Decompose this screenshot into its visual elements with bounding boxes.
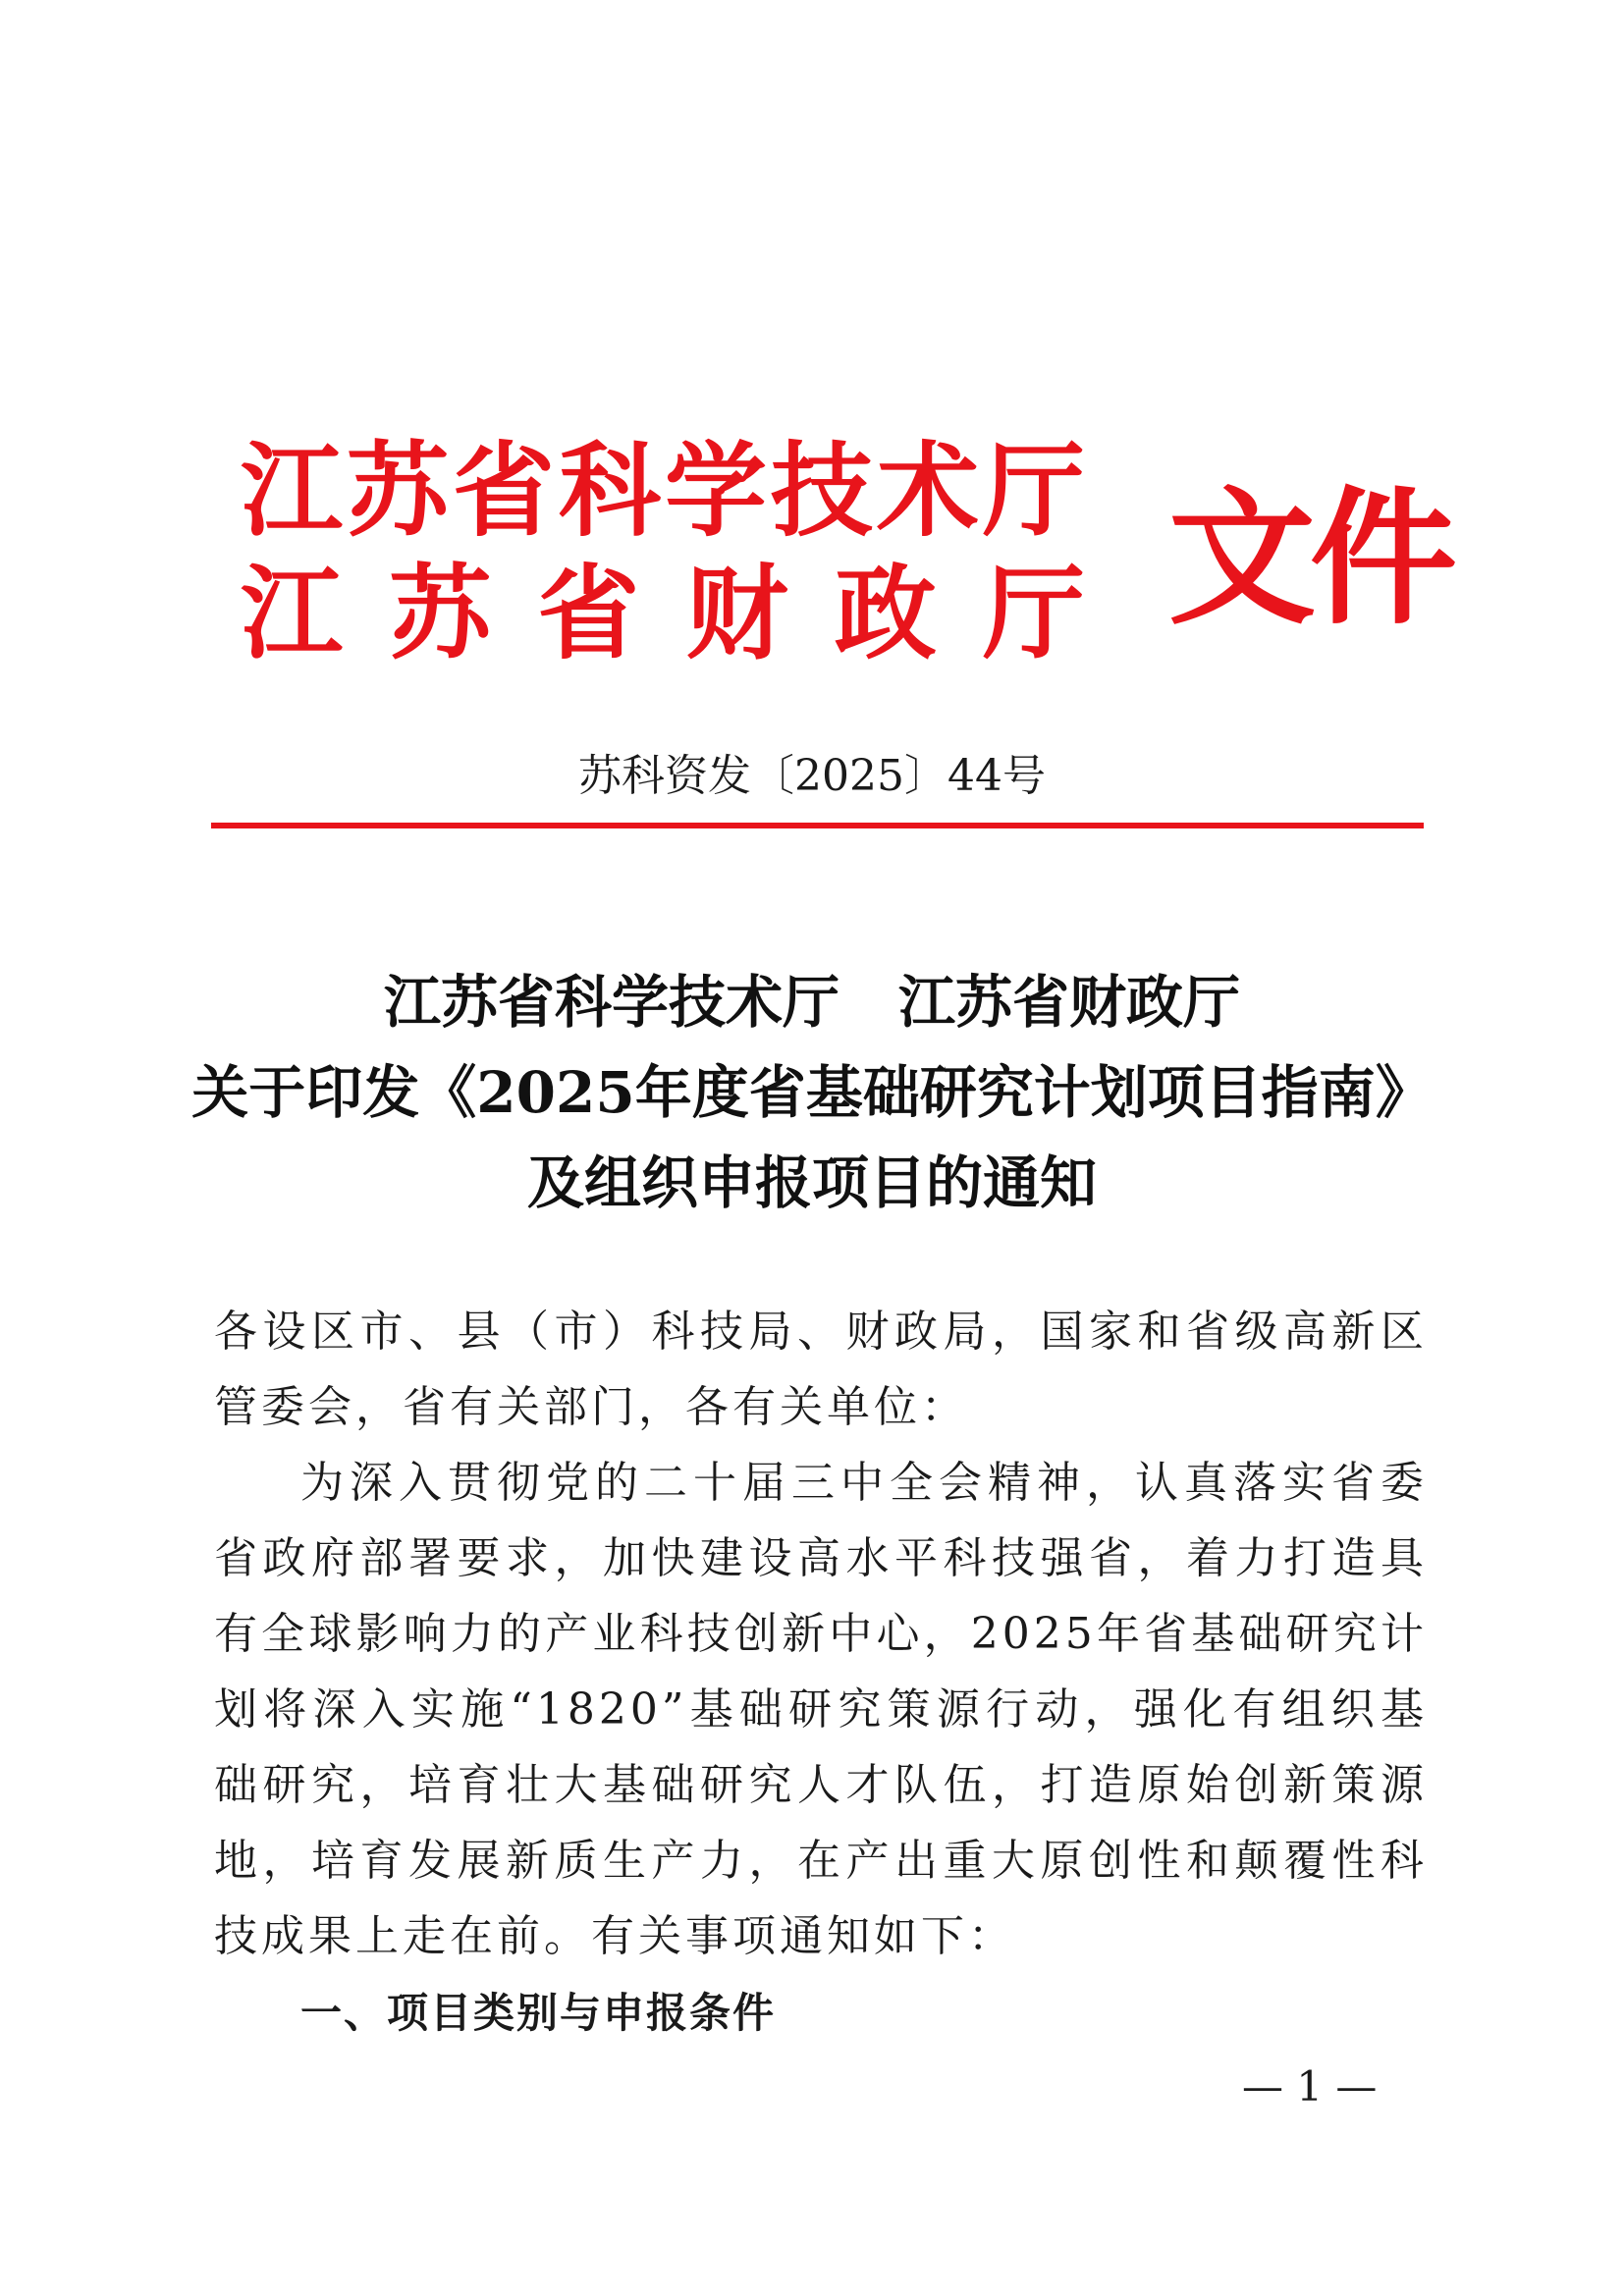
- section-heading: 一、项目类别与申报条件: [300, 1989, 777, 2037]
- issuer-char: 财: [685, 554, 788, 673]
- title-issuer-b: 江苏省财政厅: [898, 969, 1241, 1036]
- issuer-char: 政: [834, 554, 937, 673]
- title-line-2: 关于印发《2025年度省基础研究计划项目指南》: [191, 1059, 1433, 1126]
- issuer-line-science-department: [241, 432, 1085, 550]
- issuer-char: 术: [876, 431, 979, 551]
- issuer-char: 学: [664, 431, 767, 551]
- addressee: 各设区市、县（市）科技局、财政局，国家和省级高新区管委会，省有关部门，各有关单位：: [214, 1307, 1428, 1432]
- issuer-char: 苏: [346, 431, 449, 551]
- document-title: [0, 957, 1624, 1228]
- issuer-char: 江: [241, 554, 344, 673]
- issuer-char: 省: [537, 554, 640, 673]
- title-line-3: 及组织申报项目的通知: [526, 1149, 1097, 1216]
- issuer-char: 厅: [982, 554, 1085, 673]
- document-number: 苏科资发〔2025〕44号: [578, 751, 1046, 801]
- title-issuer-a: 江苏省科学技术厅: [383, 969, 839, 1036]
- issuer-char: 苏: [389, 554, 492, 673]
- red-divider: [211, 823, 1424, 828]
- document-body: [214, 1294, 1428, 2053]
- issuer-char: 省: [452, 431, 555, 551]
- page-number: — 1 —: [1242, 2062, 1378, 2110]
- issuer-line-finance-department: [241, 555, 1085, 672]
- red-masthead: [241, 431, 1452, 677]
- issuer-char: 江: [241, 431, 344, 551]
- document-suffix: 文件: [1168, 474, 1452, 645]
- paragraph: 为深入贯彻党的二十届三中全会精神，认真落实省委省政府部署要求，加快建设高水平科技强省，着力打造具有全球影响力的产业科技创新中心，2025年省基础研究计划将深入实施“1820”基础研究策源行动，强化有组织基础研究，培育壮大基础研究人才队伍，打造原始创新策源地，培育发展新质生产力，在产出重大原创性和颠覆性科技成果上走在前。有关事项通知如下：: [214, 1458, 1428, 1961]
- issuer-char: 科: [558, 431, 661, 551]
- title-line-1: [0, 957, 1624, 1047]
- issuer-char: 厅: [982, 431, 1085, 551]
- issuer-char: 技: [770, 431, 873, 551]
